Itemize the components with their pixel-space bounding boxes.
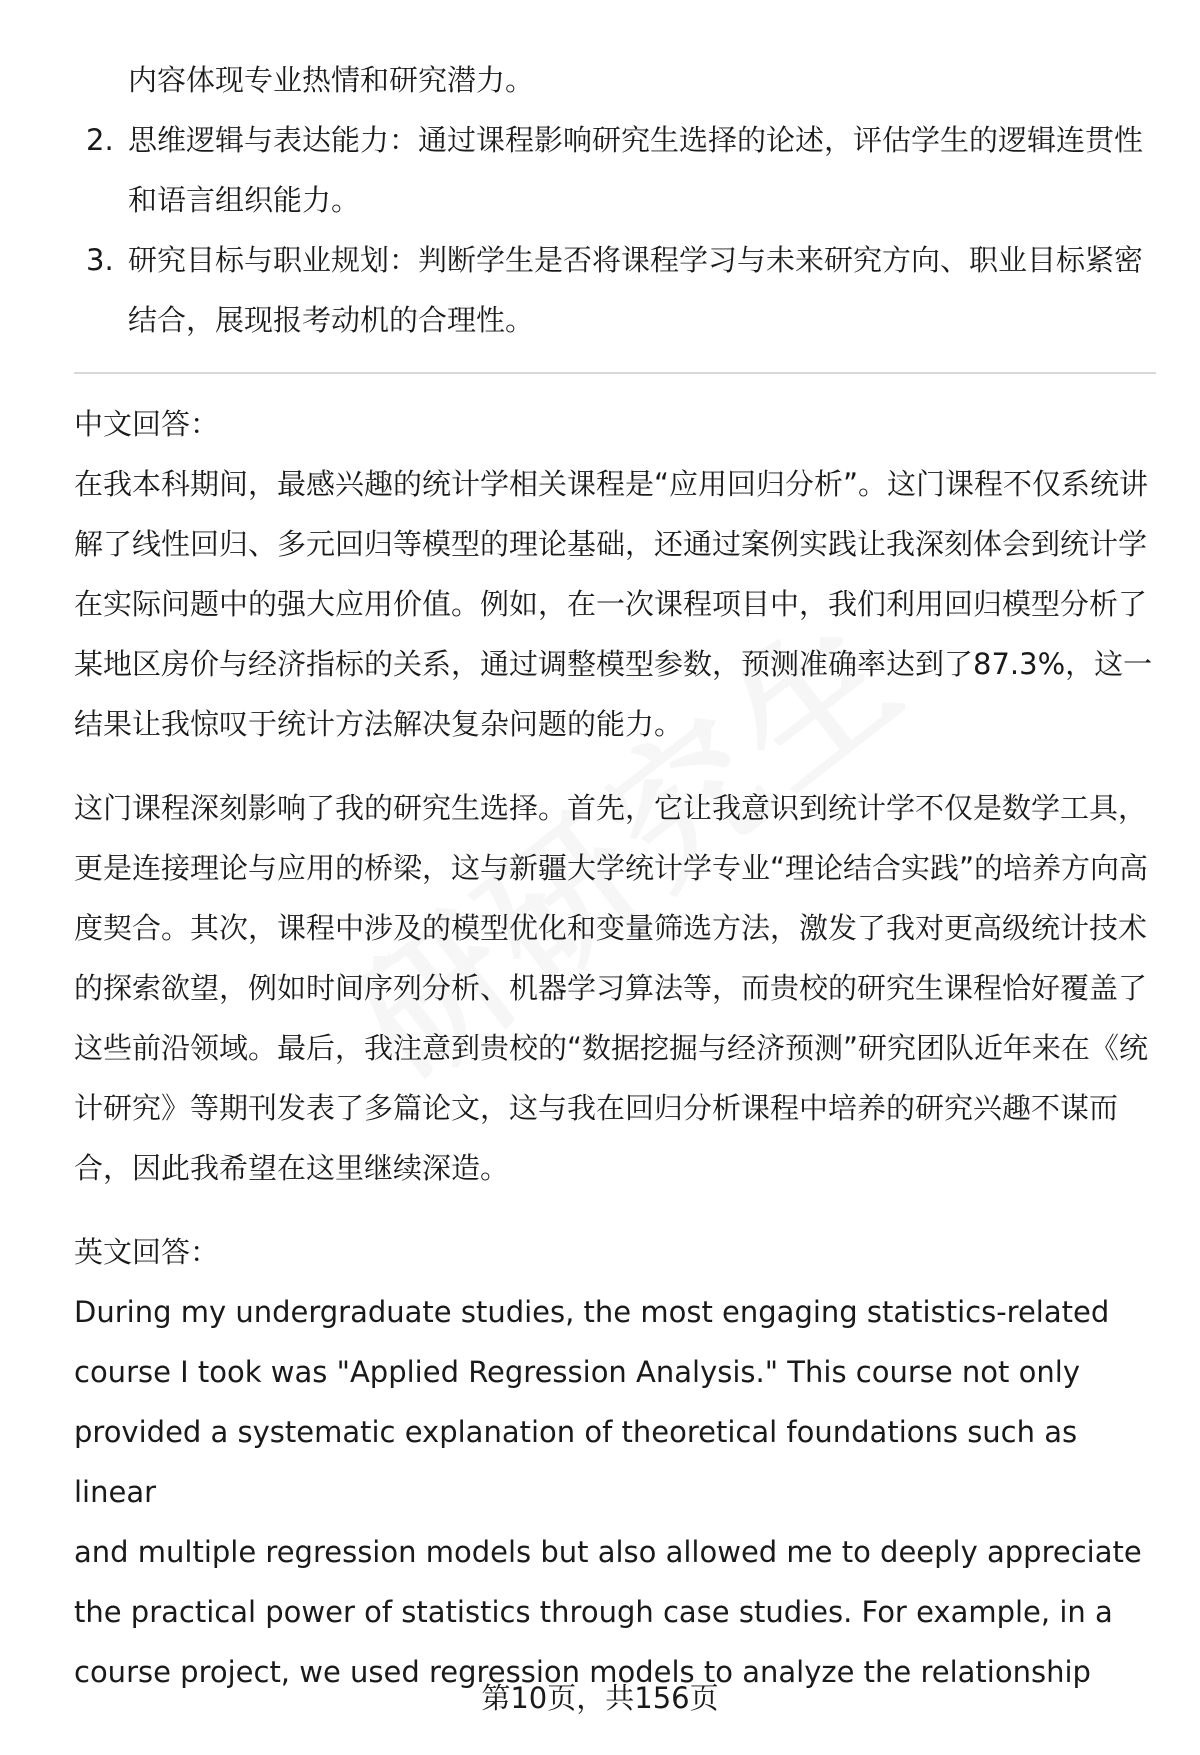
- criteria-item-number: 3.: [86, 243, 114, 277]
- english-answer-line: During my undergraduate studies, the most engaging statistics-related: [74, 1295, 1110, 1329]
- criteria-item: [74, 110, 1156, 230]
- section-divider: [74, 372, 1156, 374]
- document-body: [74, 50, 1156, 1702]
- english-answer-paragraph: [74, 1282, 1156, 1702]
- criteria-item-text: 思维逻辑与表达能力：通过课程影响研究生选择的论述，评估学生的逻辑连贯性和语言组织能力。: [128, 123, 1144, 217]
- english-answer-label: 英文回答：: [74, 1235, 220, 1269]
- english-answer-line: course I took was "Applied Regression Analysis." This course not only: [74, 1355, 1080, 1389]
- criteria-item-text: 研究目标与职业规划：判断学生是否将课程学习与未来研究方向、职业目标紧密结合，展现报考动机的合理性。: [128, 243, 1144, 337]
- page-number-footer: 第10页，共156页: [481, 1681, 719, 1715]
- chinese-answer-paragraph: 这门课程深刻影响了我的研究生选择。首先，它让我意识到统计学不仅是数学工具，更是连接理论与应用的桥梁，这与新疆大学统计学专业“理论结合实践”的培养方向高度契合。其次，课程中涉及的模型优化和变量筛选方法，激发了我对更高级统计技术的探索欲望，例如时间序列分析、机器学习算法等，而贵校的研究生课程恰好覆盖了这些前沿领域。最后，我注意到贵校的“数据挖掘与经济预测”研究团队近年来在《统计研究》等期刊发表了多篇论文，这与我在回归分析课程中培养的研究兴趣不谋而合，因此我希望在这里继续深造。: [74, 791, 1149, 1185]
- criteria-item-number: 2.: [86, 123, 114, 157]
- english-answer-line: course project, we used regression models to analyze the relationship: [74, 1655, 1091, 1689]
- chinese-answer-label: 中文回答：: [74, 407, 220, 441]
- chinese-answer-paragraph: 在我本科期间，最感兴趣的统计学相关课程是“应用回归分析”。这门课程不仅系统讲解了线性回归、多元回归等模型的理论基础，还通过案例实践让我深刻体会到统计学在实际问题中的强大应用价值。例如，在一次课程项目中，我们利用回归模型分析了某地区房价与经济指标的关系，通过调整模型参数，预测准确率达到了87.3%，这一结果让我惊叹于统计方法解决复杂问题的能力。: [74, 467, 1153, 741]
- english-answer-line: and multiple regression models but also allowed me to deeply appreciate: [74, 1535, 1142, 1569]
- english-answer-line: the practical power of statistics through case studies. For example, in a: [74, 1595, 1113, 1629]
- criteria-item-1-continuation: 内容体现专业热情和研究潜力。: [128, 63, 535, 97]
- english-answer-line: provided a systematic explanation of theoretical foundations such as linear: [74, 1415, 1078, 1509]
- criteria-item: [74, 230, 1156, 350]
- evaluation-criteria-list: [74, 110, 1156, 350]
